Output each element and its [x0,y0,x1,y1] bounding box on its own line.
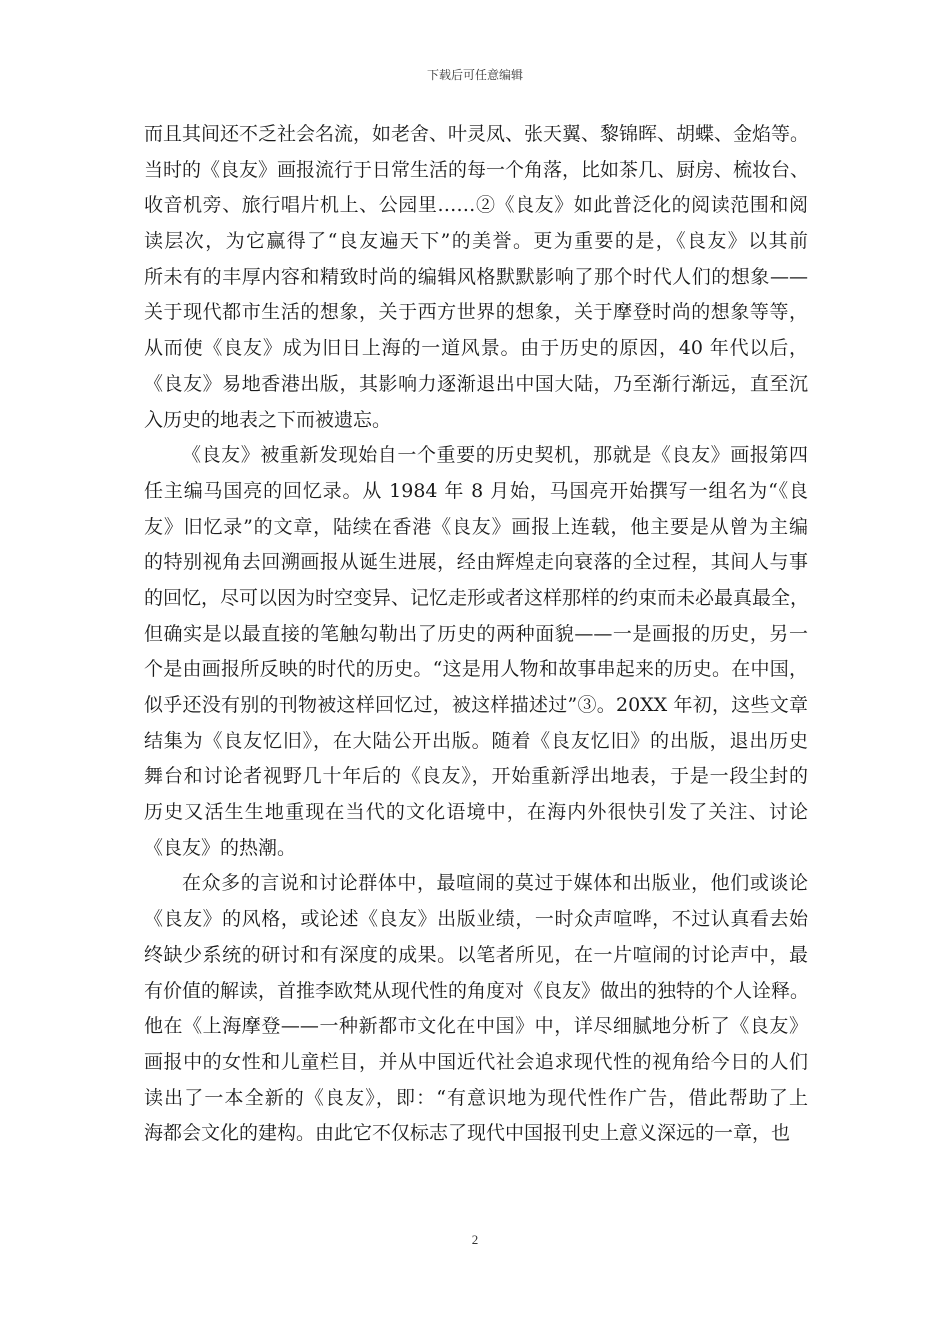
page-number: 2 [471,1232,479,1247]
text-line: 《良友》的风格，或论述《良友》出版业绩，一时众声喧哗，不过认真看去始 [144,908,808,931]
body-text [144,117,808,1152]
text-line: 当时的《良友》画报流行于日常生活的每一个角落，比如茶几、厨房、梳妆台、 [144,158,810,181]
text-line: 而且其间还不乏社会名流，如老舍、叶灵凤、张天翼、黎锦晖、胡蝶、金焰等。 [144,123,810,145]
paragraph [144,438,808,866]
text-line: 在众多的言说和讨论群体中，最喧闹的莫过于媒体和出版业，他们或谈论 [182,872,808,895]
text-line: 所未有的丰厚内容和精致时尚的编辑风格默默影响了那个时代人们的想象—— [144,265,808,288]
text-line: 终缺少系统的研讨和有深度的成果。以笔者所见，在一片喧闹的讨论声中，最 [144,943,808,966]
text-line: 画报中的女性和儿童栏目，并从中国近代社会追求现代性的视角给今日的人们 [144,1050,808,1073]
text-line: 从而使《良友》成为旧日上海的一道风景。由于历史的原因，40 年代以后， [144,337,808,360]
text-line: 《良友》被重新发现始自一个重要的历史契机，那就是《良友》画报第四 [182,444,808,467]
text-line: 结集为《良友忆旧》，在大陆公开出版。随着《良友忆旧》的出版，退出历史 [144,729,808,752]
text-line: 读出了一本全新的《良友》，即：“有意识地为现代性作广告，借此帮助了上 [144,1086,808,1109]
paragraph [144,117,808,438]
text-line: 收音机旁、旅行唱片机上、公园里……②《良友》如此普泛化的阅读范围和阅 [144,194,808,217]
text-line: 的回忆，尽可以因为时空变异、记忆走形或者这样那样的约束而未必最真最全， [144,586,810,609]
text-line: 入历史的地表之下而被遗忘。 [144,408,392,431]
text-line: 《良友》的热潮。 [144,836,297,859]
text-line: 友》旧忆录”的文章，陆续在香港《良友》画报上连载，他主要是从曾为主编 [144,515,808,538]
text-line: 读层次，为它赢得了“良友遍天下”的美誉。更为重要的是，《良友》以其前 [144,230,808,253]
text-line: 舞台和讨论者视野几十年后的《良友》，开始重新浮出地表，于是一段尘封的 [144,765,808,788]
text-line: 历史又活生生地重现在当代的文化语境中，在海内外很快引发了关注、讨论 [144,801,808,824]
text-line: 《良友》易地香港出版，其影响力逐渐退出中国大陆，乃至渐行渐远，直至沉 [144,372,808,395]
text-line: 但确实是以最直接的笔触勾勒出了历史的两种面貌——一是画报的历史，另一 [144,622,808,645]
text-line: 的特别视角去回溯画报从诞生进展，经由辉煌走向衰落的全过程，其间人与事 [144,551,808,574]
text-line: 他在《上海摩登——一种新都市文化在中国》中，详尽细腻地分析了《良友》 [144,1015,808,1038]
text-line: 个是由画报所反映的时代的历史。“这是用人物和故事串起来的历史。在中国， [144,658,808,681]
page-header: 下载后可任意编辑 [426,68,523,82]
text-line: 似乎还没有别的刊物被这样回忆过，被这样描述过”③。20XX 年初，这些文章 [144,694,808,716]
text-line: 关于现代都市生活的想象，关于西方世界的想象，关于摩登时尚的想象等等， [144,301,808,324]
text-line: 任主编马国亮的回忆录。从 1984 年 8 月始，马国亮开始撰写一组名为“《良 [144,479,808,502]
text-line: 海都会文化的建构。由此它不仅标志了现代中国报刊史上意义深远的一章，也 [144,1122,791,1145]
text-line: 有价值的解读，首推李欧梵从现代性的角度对《良友》做出的独特的个人诠释。 [144,979,810,1002]
paragraph [144,866,808,1152]
